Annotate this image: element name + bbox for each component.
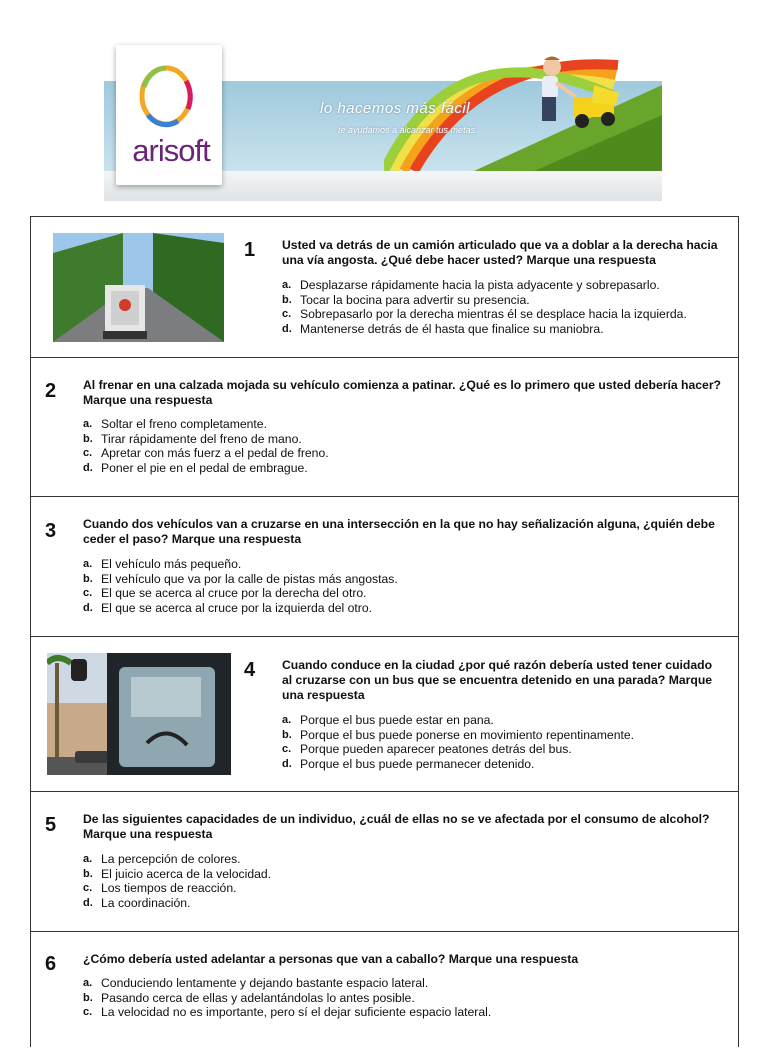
question-number: 4 [244,659,256,681]
option-b[interactable]: b. Tirar rápidamente del freno de mano. [83,431,302,446]
option-c[interactable]: c. La velocidad no es importante, pero sí el dejar suficiente espacio lateral. [83,1005,492,1020]
option-d[interactable]: d. Poner el pie en el pedal de embrague. [83,460,308,475]
option-b[interactable]: b. Porque el bus puede ponerse en movimiento repentinamente. [282,727,635,742]
question-number: 1 [244,239,256,261]
question-1 [31,217,738,358]
option-b[interactable]: b. El juicio acerca de la velocidad. [83,866,272,881]
truck-road-photo [53,233,224,342]
question-stem: De las siguientes capacidades de un individuo, ¿cuál de ellas no se ve afectada por el consumo de alcohol? Marque una respuesta [83,812,710,841]
option-c[interactable]: c. Porque pueden aparecer peatones detrás del bus. [282,742,572,757]
options-list [83,417,723,475]
option-b[interactable]: b. Tocar la bocina para advertir su presencia. [282,292,530,307]
question-number: 3 [45,520,57,542]
question-5 [31,792,738,932]
option-a[interactable]: a. La percepción de colores. [83,852,241,866]
option-c[interactable]: c. Sobrepasarlo por la derecha mientras él se desplace hacia la izquierda. [282,307,687,322]
options-list [83,852,723,910]
options-list [83,557,723,615]
question-stem: Cuando dos vehículos van a cruzarse en una intersección en la que no hay señalización alguna, ¿quién debe ceder el paso? Marque una respuesta [83,517,715,546]
option-a[interactable]: a. Porque el bus puede estar en pana. [282,713,494,727]
option-b[interactable]: b. Pasando cerca de ellas y adelantándolas lo antes posible. [83,990,415,1005]
option-a[interactable]: a. Desplazarse rápidamente hacia la pista adyacente y sobrepasarlo. [282,278,660,292]
option-c[interactable]: c. El que se acerca al cruce por la derecha del otro. [83,586,367,601]
options-list [282,278,722,336]
option-a[interactable]: a. Conduciendo lentamente y dejando bastante espacio lateral. [83,976,429,990]
arisoft-logo-card [116,45,222,185]
question-stem: Cuando conduce en la ciudad ¿por qué razón debería usted tener cuidado al cruzarse con un bus que se encuentra detenido en una parada? Marque una respuesta [282,658,713,702]
question-3 [31,497,738,637]
option-b[interactable]: b. El vehículo que va por la calle de pistas más angostas. [83,571,398,586]
option-d[interactable]: d. El que se acerca al cruce por la izquierda del otro. [83,600,372,615]
options-list [83,976,723,1020]
question-number: 6 [45,953,57,975]
option-c[interactable]: c. Los tiempos de reacción. [83,881,237,896]
banner-slogan-sub: te ayudamos a alcanzar tus metas [338,125,476,135]
option-d[interactable]: d. Mantenerse detrás de él hasta que finalice su maniobra. [282,321,604,336]
option-a[interactable]: a. El vehículo más pequeño. [83,557,242,571]
option-c[interactable]: c. Apretar con más fuerz a el pedal de freno. [83,446,329,461]
bus-door-photo [47,653,231,775]
option-a[interactable]: a. Soltar el freno completamente. [83,417,267,431]
question-4 [31,637,738,792]
banner-slogan: lo hacemos más fácil [320,100,471,117]
header-banner [104,45,662,201]
question-number: 5 [45,814,57,836]
question-number: 2 [45,380,57,402]
options-list [282,713,722,771]
option-d[interactable]: d. Porque el bus puede permanecer detenido. [282,756,535,771]
questions-frame [30,216,739,1047]
arisoft-logo-ring-icon [128,63,208,129]
question-2 [31,358,738,497]
option-d[interactable]: d. La coordinación. [83,895,191,910]
question-6 [31,932,738,1052]
arisoft-logo-text: arisoft [132,133,210,168]
question-stem: ¿Cómo debería usted adelantar a personas que van a caballo? Marque una respuesta [83,952,579,966]
question-stem: Al frenar en una calzada mojada su vehículo comienza a patinar. ¿Qué es lo primero que usted debería hacer? Marque una respuesta [83,378,722,407]
question-stem: Usted va detrás de un camión articulado que va a doblar a la derecha hacia una vía angosta. ¿Qué debe hacer usted? Marque una respuesta [282,238,718,267]
